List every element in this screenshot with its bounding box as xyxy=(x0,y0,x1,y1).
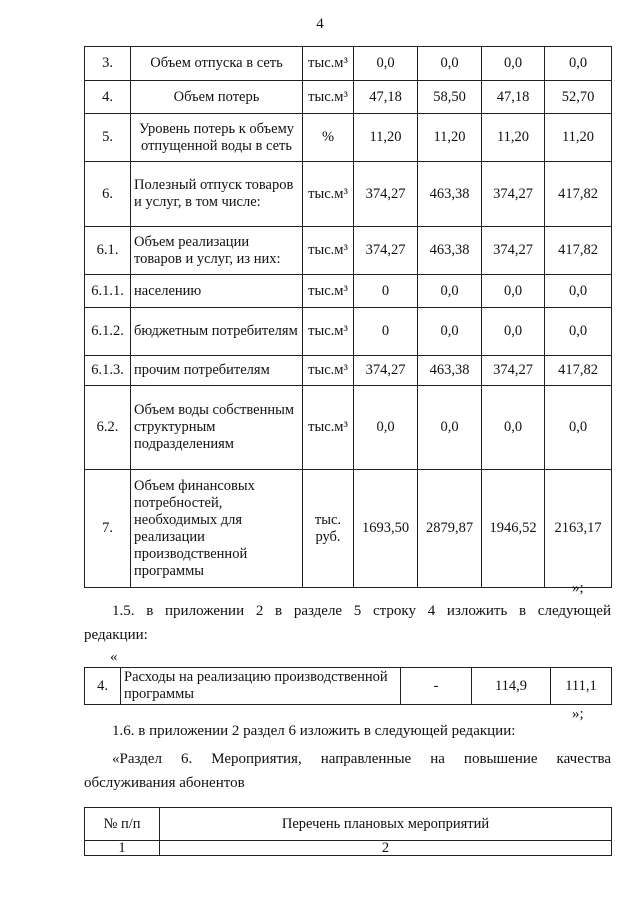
row-value: 0,0 xyxy=(482,308,545,356)
row-unit: % xyxy=(303,114,354,162)
row-value: 374,27 xyxy=(354,162,418,227)
row-number: 4. xyxy=(85,668,121,705)
row-value: 0 xyxy=(354,275,418,308)
row-value: 374,27 xyxy=(482,227,545,275)
table-row xyxy=(85,356,612,386)
table-row xyxy=(85,227,612,275)
table-row xyxy=(85,81,612,114)
row-unit: тыс.м³ xyxy=(303,227,354,275)
table-row xyxy=(85,386,612,470)
table-row xyxy=(85,114,612,162)
header-list: Перечень плановых мероприятий xyxy=(160,808,612,841)
row-unit: тыс. руб. xyxy=(303,470,354,588)
row-name: населению xyxy=(131,275,303,308)
row-name: Объем воды собственным структурным подразделениям xyxy=(131,386,303,470)
row-number: 6.1.2. xyxy=(85,308,131,356)
row-value: 0,0 xyxy=(545,308,612,356)
row-value: 374,27 xyxy=(482,356,545,386)
row-value: 417,82 xyxy=(545,356,612,386)
row-value: 0,0 xyxy=(418,47,482,81)
opening-quote: « xyxy=(110,649,118,665)
row-name: Объем потерь xyxy=(131,81,303,114)
row-name: Уровень потерь к объему отпущенной воды в сеть xyxy=(131,114,303,162)
row-value: 11,20 xyxy=(418,114,482,162)
row-value: 417,82 xyxy=(545,227,612,275)
row-number: 6.1. xyxy=(85,227,131,275)
row-value: 0,0 xyxy=(482,47,545,81)
row-name: Объем отпуска в сеть xyxy=(131,47,303,81)
row-value: 0,0 xyxy=(418,386,482,470)
row-number: 6.1.3. xyxy=(85,356,131,386)
row-value: 0,0 xyxy=(354,386,418,470)
row-number: 6.1.1. xyxy=(85,275,131,308)
row-number: 6.2. xyxy=(85,386,131,470)
row-value: 11,20 xyxy=(482,114,545,162)
row-value: 0,0 xyxy=(545,275,612,308)
row-value: 47,18 xyxy=(482,81,545,114)
table-row xyxy=(85,275,612,308)
table-row xyxy=(85,47,612,81)
row-value: 463,38 xyxy=(418,227,482,275)
row-value: 463,38 xyxy=(418,162,482,227)
row-unit: тыс.м³ xyxy=(303,275,354,308)
production-program-table xyxy=(84,46,612,588)
row-unit: тыс.м³ xyxy=(303,356,354,386)
row-unit: тыс.м³ xyxy=(303,47,354,81)
table-row xyxy=(85,470,612,588)
row-value: 0,0 xyxy=(482,386,545,470)
row-value: 0 xyxy=(354,308,418,356)
table-header-row xyxy=(85,808,612,841)
row-number: 3. xyxy=(85,47,131,81)
header-number: № п/п xyxy=(85,808,160,841)
paragraph-1-5-continuation: редакции: xyxy=(84,627,148,643)
table-row xyxy=(85,308,612,356)
cost-table xyxy=(84,667,612,705)
row-name: Расходы на реализацию производственной программы xyxy=(121,668,401,705)
closing-quote: »; xyxy=(572,706,584,722)
row-value: 11,20 xyxy=(354,114,418,162)
section-6-title-continuation: обслуживания абонентов xyxy=(84,775,245,791)
row-value: - xyxy=(401,668,472,705)
row-value: 374,27 xyxy=(354,227,418,275)
row-number: 4. xyxy=(85,81,131,114)
row-value: 11,20 xyxy=(545,114,612,162)
row-value: 0,0 xyxy=(545,386,612,470)
row-number: 6. xyxy=(85,162,131,227)
row-value: 463,38 xyxy=(418,356,482,386)
row-unit: тыс.м³ xyxy=(303,81,354,114)
row-value: 114,9 xyxy=(472,668,551,705)
row-number: 7. xyxy=(85,470,131,588)
row-name: прочим потребителям xyxy=(131,356,303,386)
row-value: 52,70 xyxy=(545,81,612,114)
row-value: 2879,87 xyxy=(418,470,482,588)
row-value: 47,18 xyxy=(354,81,418,114)
row-value: 417,82 xyxy=(545,162,612,227)
table-row xyxy=(85,162,612,227)
row-value: 0,0 xyxy=(418,308,482,356)
row-value: 0,0 xyxy=(354,47,418,81)
row-name: бюджетным потребителям xyxy=(131,308,303,356)
column-index: 1 xyxy=(85,841,160,856)
column-index: 2 xyxy=(160,841,612,856)
row-name: Объем реализации товаров и услуг, из них: xyxy=(131,227,303,275)
section-6-title: «Раздел 6. Мероприятия, направленные на повышение качества xyxy=(112,751,611,767)
row-value: 1946,52 xyxy=(482,470,545,588)
row-value: 0,0 xyxy=(482,275,545,308)
row-name: Полезный отпуск товаров и услуг, в том числе: xyxy=(131,162,303,227)
row-name: Объем финансовых потребностей, необходимых для реализации производственной программы xyxy=(131,470,303,588)
row-value: 374,27 xyxy=(354,356,418,386)
row-value: 58,50 xyxy=(418,81,482,114)
row-number: 5. xyxy=(85,114,131,162)
row-value: 1693,50 xyxy=(354,470,418,588)
row-value: 0,0 xyxy=(418,275,482,308)
row-unit: тыс.м³ xyxy=(303,386,354,470)
row-value: 0,0 xyxy=(545,47,612,81)
table-row xyxy=(85,668,612,705)
paragraph-1-5: 1.5. в приложении 2 в разделе 5 строку 4 изложить в следующей xyxy=(112,603,611,619)
row-value: 111,1 xyxy=(551,668,612,705)
row-value: 374,27 xyxy=(482,162,545,227)
paragraph-1-6: 1.6. в приложении 2 раздел 6 изложить в следующей редакции: xyxy=(112,723,516,739)
row-unit: тыс.м³ xyxy=(303,162,354,227)
closing-quote: »; xyxy=(572,580,584,596)
row-value: 2163,17 xyxy=(545,470,612,588)
row-unit: тыс.м³ xyxy=(303,308,354,356)
table-row xyxy=(85,841,612,856)
events-table xyxy=(84,807,612,856)
page-number: 4 xyxy=(316,16,324,32)
